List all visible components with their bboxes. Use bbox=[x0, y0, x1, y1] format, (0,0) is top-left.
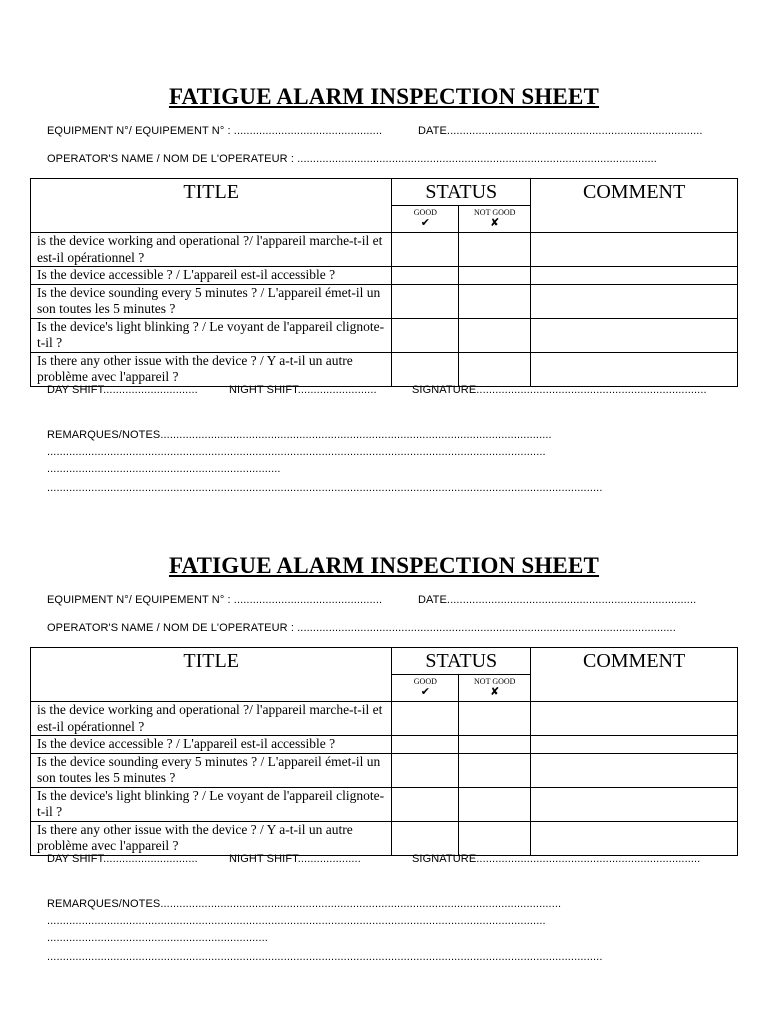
day-shift-field: DAY SHIFT.............................. bbox=[47, 384, 198, 396]
question-cell: Is the device accessible ? / L'appareil est-il accessible ? bbox=[31, 736, 392, 754]
good-checkbox-cell[interactable] bbox=[392, 318, 459, 352]
not-good-checkbox-cell[interactable] bbox=[459, 352, 531, 386]
good-subheader bbox=[392, 206, 459, 233]
sheet-title: FATIGUE ALARM INSPECTION SHEET bbox=[168, 553, 600, 578]
good-checkbox-cell[interactable] bbox=[392, 352, 459, 386]
good-checkbox-cell[interactable] bbox=[392, 267, 459, 285]
not-good-subheader bbox=[459, 675, 531, 702]
comment-cell[interactable] bbox=[531, 787, 738, 821]
status-column-header: STATUS bbox=[392, 648, 531, 675]
signature-field: SIGNATURE......................................................................... bbox=[412, 384, 707, 396]
table-row bbox=[31, 787, 738, 821]
question-cell: Is there any other issue with the device ? / Y a-t-il un autre problème avec l'appareil ? bbox=[31, 821, 392, 855]
good-subheader bbox=[392, 675, 459, 702]
comment-cell[interactable] bbox=[531, 736, 738, 754]
question-cell: Is the device sounding every 5 minutes ? / L'appareil émet-il un son toutes les 5 minutes ? bbox=[31, 753, 392, 787]
status-column-header: STATUS bbox=[392, 179, 531, 206]
comment-cell[interactable] bbox=[531, 284, 738, 318]
question-cell: Is the device's light blinking ? / Le voyant de l'appareil clignote-t-il ? bbox=[31, 787, 392, 821]
question-cell: Is the device sounding every 5 minutes ? / L'appareil émet-il un son toutes les 5 minutes ? bbox=[31, 284, 392, 318]
date-field: DATE................................................................................. bbox=[418, 125, 703, 137]
remarks-line-1: .............................................................................................................................................................. bbox=[47, 915, 546, 927]
comment-column-header: COMMENT bbox=[531, 648, 738, 702]
not-good-checkbox-cell[interactable] bbox=[459, 318, 531, 352]
cross-icon: ✘ bbox=[490, 217, 500, 229]
not-good-checkbox-cell[interactable] bbox=[459, 267, 531, 285]
table-row bbox=[31, 233, 738, 267]
comment-column-header: COMMENT bbox=[531, 179, 738, 233]
good-checkbox-cell[interactable] bbox=[392, 821, 459, 855]
question-cell: Is there any other issue with the device ? / Y a-t-il un autre problème avec l'appareil ? bbox=[31, 352, 392, 386]
not-good-checkbox-cell[interactable] bbox=[459, 821, 531, 855]
comment-cell[interactable] bbox=[531, 318, 738, 352]
good-checkbox-cell[interactable] bbox=[392, 284, 459, 318]
good-checkbox-cell[interactable] bbox=[392, 753, 459, 787]
table-row bbox=[31, 267, 738, 285]
question-cell: Is the device's light blinking ? / Le voyant de l'appareil clignote-t-il ? bbox=[31, 318, 392, 352]
remarks-field: REMARQUES/NOTES............................................................................................................................ bbox=[47, 429, 552, 441]
remarks-field: REMARQUES/NOTES............................................................................................................................... bbox=[47, 898, 562, 910]
sheet-title: FATIGUE ALARM INSPECTION SHEET bbox=[168, 84, 600, 109]
not-good-checkbox-cell[interactable] bbox=[459, 233, 531, 267]
remarks-line-1: .............................................................................................................................................................. bbox=[47, 446, 546, 458]
cross-icon: ✘ bbox=[490, 686, 500, 698]
not-good-label: NOT GOOD bbox=[474, 677, 516, 686]
not-good-label: NOT GOOD bbox=[474, 208, 516, 217]
not-good-subheader bbox=[459, 206, 531, 233]
equipment-number-field: EQUIPMENT N°/ EQUIPEMENT N° : ............................................... bbox=[47, 594, 383, 606]
inspection-table bbox=[30, 178, 738, 387]
good-checkbox-cell[interactable] bbox=[392, 233, 459, 267]
table-row bbox=[31, 352, 738, 386]
table-row bbox=[31, 821, 738, 855]
night-shift-field: NIGHT SHIFT.................... bbox=[229, 853, 361, 865]
inspection-table bbox=[30, 647, 738, 856]
not-good-checkbox-cell[interactable] bbox=[459, 787, 531, 821]
comment-cell[interactable] bbox=[531, 821, 738, 855]
remarks-line-3: ................................................................................................................................................................................ bbox=[47, 482, 603, 494]
question-cell: Is the device accessible ? / L'appareil est-il accessible ? bbox=[31, 267, 392, 285]
table-row bbox=[31, 736, 738, 754]
table-row bbox=[31, 318, 738, 352]
comment-cell[interactable] bbox=[531, 352, 738, 386]
remarks-line-2: .......................................................................... bbox=[47, 463, 281, 475]
good-checkbox-cell[interactable] bbox=[392, 736, 459, 754]
good-checkbox-cell[interactable] bbox=[392, 702, 459, 736]
not-good-checkbox-cell[interactable] bbox=[459, 753, 531, 787]
good-label: GOOD bbox=[413, 677, 437, 686]
comment-cell[interactable] bbox=[531, 267, 738, 285]
checkmark-icon: ✔ bbox=[420, 686, 430, 698]
date-field: DATE............................................................................... bbox=[418, 594, 697, 606]
checkmark-icon: ✔ bbox=[420, 217, 430, 229]
title-column-header: TITLE bbox=[31, 648, 392, 702]
comment-cell[interactable] bbox=[531, 702, 738, 736]
day-shift-field: DAY SHIFT.............................. bbox=[47, 853, 198, 865]
night-shift-field: NIGHT SHIFT......................... bbox=[229, 384, 377, 396]
signature-field: SIGNATURE....................................................................... bbox=[412, 853, 701, 865]
table-row bbox=[31, 753, 738, 787]
comment-cell[interactable] bbox=[531, 233, 738, 267]
question-cell: is the device working and operational ?/ l'appareil marche-t-il et est-il opérationnel ? bbox=[31, 233, 392, 267]
title-column-header: TITLE bbox=[31, 179, 392, 233]
not-good-checkbox-cell[interactable] bbox=[459, 702, 531, 736]
good-checkbox-cell[interactable] bbox=[392, 787, 459, 821]
table-row bbox=[31, 702, 738, 736]
comment-cell[interactable] bbox=[531, 753, 738, 787]
not-good-checkbox-cell[interactable] bbox=[459, 284, 531, 318]
not-good-checkbox-cell[interactable] bbox=[459, 736, 531, 754]
operator-name-field: OPERATOR'S NAME / NOM DE L'OPERATEUR : ........................................................................................................................ bbox=[47, 622, 676, 634]
remarks-line-3: ................................................................................................................................................................................ bbox=[47, 951, 603, 963]
equipment-number-field: EQUIPMENT N°/ EQUIPEMENT N° : ............................................... bbox=[47, 125, 383, 137]
table-row bbox=[31, 284, 738, 318]
question-cell: is the device working and operational ?/ l'appareil marche-t-il et est-il opérationnel ? bbox=[31, 702, 392, 736]
good-label: GOOD bbox=[413, 208, 437, 217]
remarks-line-2: ...................................................................... bbox=[47, 932, 268, 944]
operator-name-field: OPERATOR'S NAME / NOM DE L'OPERATEUR : .................................................................................................................. bbox=[47, 153, 657, 165]
